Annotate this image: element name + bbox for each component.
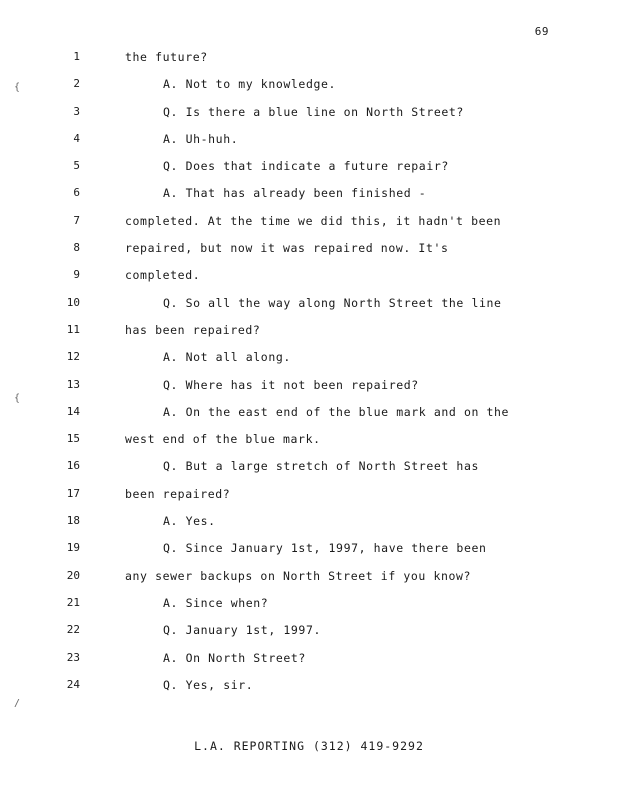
- transcript-line: [0, 405, 618, 432]
- line-text: Q. Since January 1st, 1997, have there been: [163, 541, 487, 556]
- line-text: completed. At the time we did this, it hadn't been: [125, 213, 502, 228]
- line-number: 2: [73, 77, 80, 91]
- line-text: been repaired?: [125, 486, 231, 501]
- transcript-line: [0, 241, 618, 268]
- transcript-line: [0, 268, 618, 295]
- line-text: Q. January 1st, 1997.: [163, 623, 321, 638]
- transcript-line: [0, 186, 618, 213]
- line-number: 4: [73, 131, 80, 145]
- line-number: 12: [66, 350, 80, 364]
- line-number: 20: [66, 568, 80, 582]
- transcript-line: [0, 350, 618, 377]
- line-text: Q. Where has it not been repaired?: [163, 377, 419, 392]
- transcript-line: [0, 651, 618, 678]
- line-text: Q. But a large stretch of North Street has: [163, 459, 479, 474]
- line-number: 3: [73, 104, 80, 118]
- line-number: 15: [66, 432, 80, 446]
- line-number: 17: [66, 486, 80, 500]
- line-text: A. Not all along.: [163, 350, 291, 365]
- line-number: 6: [73, 186, 80, 200]
- line-number: 24: [66, 677, 80, 691]
- line-number: 22: [66, 623, 80, 637]
- line-text: Q. Is there a blue line on North Street?: [163, 104, 464, 119]
- line-text: A. Uh-huh.: [163, 131, 239, 146]
- page-number: 69: [534, 25, 549, 38]
- transcript-line: [0, 214, 618, 241]
- line-number: 10: [66, 295, 80, 309]
- line-text: A. Since when?: [163, 595, 269, 610]
- line-text: the future?: [125, 50, 208, 64]
- line-text: has been repaired?: [125, 322, 261, 337]
- line-number: 23: [66, 650, 80, 664]
- transcript-lines: [0, 50, 618, 705]
- line-text: A. On the east end of the blue mark and on the: [163, 404, 510, 419]
- transcript-line: [0, 541, 618, 568]
- line-text: A. That has already been finished -: [163, 186, 427, 201]
- line-text: any sewer backups on North Street if you know?: [125, 568, 472, 583]
- line-number: 8: [73, 241, 80, 255]
- line-number: 11: [66, 322, 80, 336]
- transcript-line: [0, 514, 618, 541]
- line-number: 13: [66, 377, 80, 391]
- margin-mark: {: [14, 82, 21, 93]
- line-number: 7: [73, 213, 80, 227]
- line-number: 9: [73, 268, 80, 282]
- transcript-line: [0, 50, 618, 77]
- reporter-footer: L.A. REPORTING (312) 419-9292: [194, 739, 424, 753]
- transcript-line: [0, 323, 618, 350]
- line-number: 16: [66, 459, 80, 473]
- line-number: 18: [66, 514, 80, 528]
- transcript-line: [0, 159, 618, 186]
- transcript-line: [0, 378, 618, 405]
- line-number: 19: [66, 541, 80, 555]
- line-text: A. Yes.: [163, 514, 216, 529]
- line-text: west end of the blue mark.: [125, 432, 321, 447]
- line-text: A. On North Street?: [163, 650, 306, 665]
- transcript-line: [0, 105, 618, 132]
- line-text: Q. Does that indicate a future repair?: [163, 159, 449, 174]
- transcript-line: [0, 569, 618, 596]
- margin-mark: /: [14, 698, 21, 709]
- line-text: repaired, but now it was repaired now. It's: [125, 241, 449, 256]
- transcript-line: [0, 459, 618, 486]
- line-number: 5: [73, 159, 80, 173]
- transcript-line: [0, 77, 618, 104]
- line-number: 21: [66, 595, 80, 609]
- transcript-line: [0, 596, 618, 623]
- transcript-line: [0, 432, 618, 459]
- margin-mark: {: [14, 393, 21, 404]
- line-text: A. Not to my knowledge.: [163, 77, 337, 92]
- transcript-line: [0, 132, 618, 159]
- transcript-line: [0, 487, 618, 514]
- line-number: 14: [66, 404, 80, 418]
- transcript-line: [0, 623, 618, 650]
- line-text: Q. Yes, sir.: [163, 677, 254, 692]
- transcript-line: [0, 678, 618, 705]
- line-text: Q. So all the way along North Street the line: [163, 295, 502, 310]
- line-text: completed.: [125, 268, 201, 283]
- line-number: 1: [73, 50, 80, 63]
- transcript-line: [0, 296, 618, 323]
